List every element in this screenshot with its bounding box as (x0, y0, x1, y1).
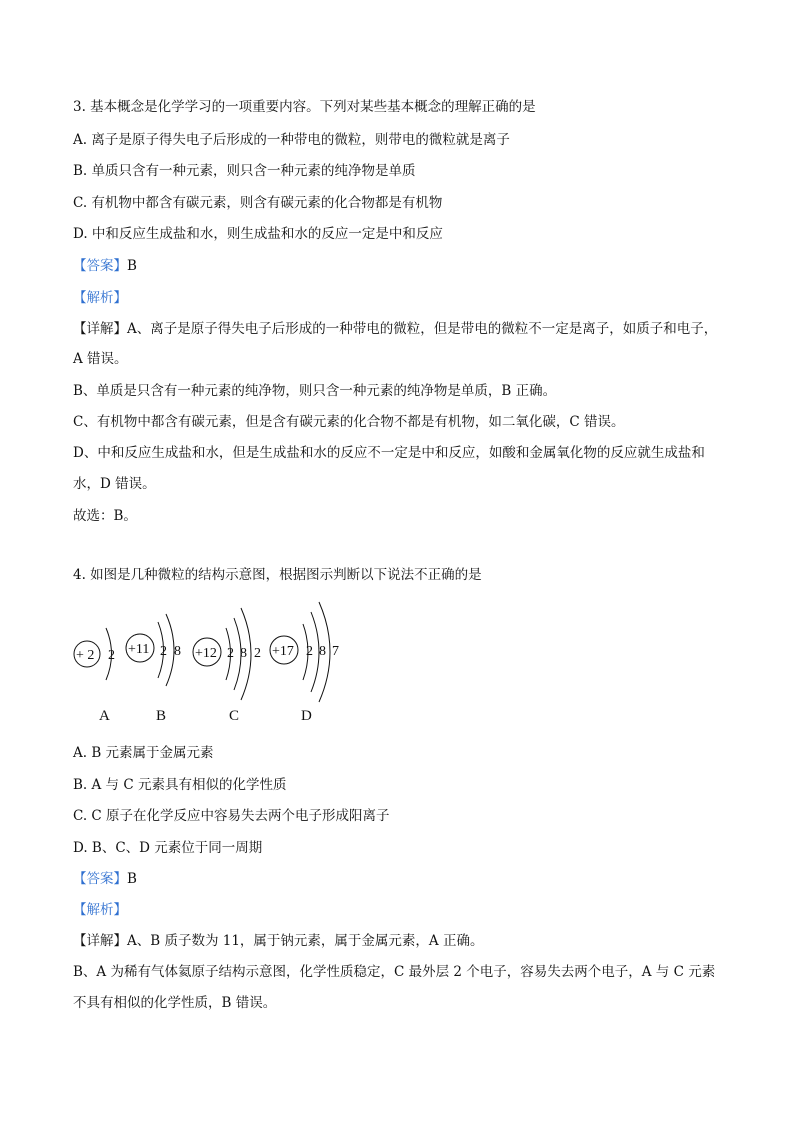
atom-b-shell-2: 8 (174, 644, 181, 659)
q3-answer (73, 257, 137, 275)
atom-b-label: B (156, 708, 167, 724)
atom-c (193, 608, 261, 724)
detail-text: A、离子是原子得失电子后形成的一种带电的微粒，但是带电的微粒不一定是离子，如质子和电子， (127, 321, 718, 337)
q3-detail-line-4: C、有机物中都含有碳元素，但是含有碳元素的化合物不都是有机物，如二氧化碳，C 错误。 (73, 414, 625, 430)
atom-a-nucleus: + 2 (76, 648, 95, 663)
atom-c-label: C (229, 708, 240, 724)
atom-b (126, 614, 181, 724)
q4-stem: 4. 如图是几种微粒的结构示意图，根据图示判断以下说法不正确的是 (73, 567, 482, 583)
q3-detail-line-6: 水，D 错误。 (73, 476, 156, 492)
atom-a-label: A (99, 708, 110, 724)
detail-text: A、B 质子数为 11，属于钠元素，属于金属元素，A 正确。 (127, 933, 484, 949)
answer-value: B (127, 258, 137, 274)
atom-c-nucleus: +12 (195, 646, 217, 661)
atom-b-shell-1: 2 (160, 644, 167, 659)
q4-answer (73, 870, 137, 888)
atom-d-shell-3: 7 (332, 644, 339, 659)
atom-d-nucleus: +17 (272, 644, 294, 659)
q4-option-b: B. A 与 C 元素具有相似的化学性质 (73, 777, 287, 793)
atomic-structure-diagram (70, 598, 370, 728)
q3-detail-line-2: A 错误。 (73, 351, 128, 367)
q3-option-c: C. 有机物中都含有碳元素，则含有碳元素的化合物都是有机物 (73, 195, 443, 211)
q4-detail-line-2: B、A 为稀有气体氦原子结构示意图，化学性质稳定，C 最外层 2 个电子，容易失去两个电子，A 与 C 元素 (73, 964, 716, 980)
atom-d (270, 602, 339, 724)
answer-tag: 【答案】 (73, 258, 127, 274)
q3-option-d: D. 中和反应生成盐和水，则生成盐和水的反应一定是中和反应 (73, 226, 443, 242)
q3-detail-line-3: B、单质是只含有一种元素的纯净物，则只含一种元素的纯净物是单质，B 正确。 (73, 383, 557, 399)
atom-d-label: D (301, 708, 312, 724)
detail-tag: 【详解】 (73, 321, 127, 337)
q4-detail-line-1 (73, 932, 483, 950)
answer-value: B (127, 871, 137, 887)
atom-c-shell-1: 2 (227, 646, 234, 661)
q4-detail-line-3: 不具有相似的化学性质，B 错误。 (73, 995, 277, 1011)
atom-b-nucleus: +11 (128, 642, 150, 657)
detail-tag: 【详解】 (73, 933, 127, 949)
atom-a (74, 628, 115, 724)
atom-c-shell-3: 2 (254, 646, 261, 661)
q3-option-a: A. 离子是原子得失电子后形成的一种带电的微粒，则带电的微粒就是离子 (73, 132, 510, 148)
q3-analysis-tag: 【解析】 (73, 290, 127, 306)
q3-option-b: B. 单质只含有一种元素，则只含一种元素的纯净物是单质 (73, 163, 416, 179)
q4-option-d: D. B、C、D 元素位于同一周期 (73, 840, 263, 856)
q3-detail-line-7: 故选：B。 (73, 508, 137, 524)
atom-d-shell-2: 8 (319, 644, 326, 659)
q3-detail-line-5: D、中和反应生成盐和水，但是生成盐和水的反应不一定是中和反应，如酸和金属氧化物的反应就生成盐和 (73, 445, 705, 461)
q4-option-a: A. B 元素属于金属元素 (73, 745, 214, 761)
answer-tag: 【答案】 (73, 871, 127, 887)
atom-d-shell-1: 2 (306, 644, 313, 659)
q4-option-c: C. C 原子在化学反应中容易失去两个电子形成阳离子 (73, 808, 390, 824)
atom-a-shell-1: 2 (108, 648, 115, 663)
q3-stem: 3. 基本概念是化学学习的一项重要内容。下列对某些基本概念的理解正确的是 (73, 99, 536, 115)
q4-analysis-tag: 【解析】 (73, 902, 127, 918)
q3-detail-line-1 (73, 320, 717, 338)
atom-c-shell-2: 8 (240, 646, 247, 661)
